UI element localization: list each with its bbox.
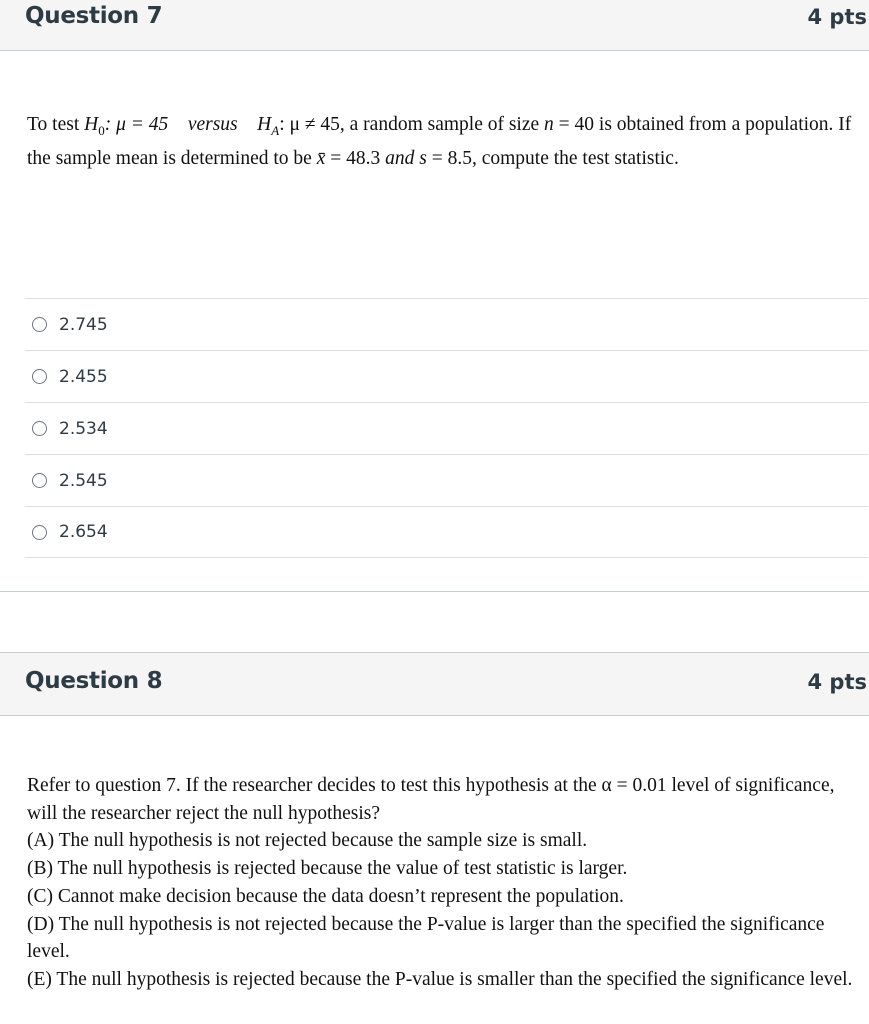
radio-button[interactable]: [32, 317, 47, 332]
radio-button[interactable]: [32, 473, 47, 488]
question-divider: [0, 591, 869, 592]
question-8-header: [0, 652, 869, 716]
answer-label: 2.545: [59, 470, 108, 491]
answer-label: 2.654: [59, 522, 108, 542]
option-b: (B) The null hypothesis is rejected because the value of test statistic is larger.: [27, 858, 628, 880]
question-7-points: 4 pts: [807, 5, 867, 29]
answer-option[interactable]: [25, 350, 868, 402]
answer-label: 2.745: [59, 314, 108, 335]
question-8-title: Question 8: [25, 668, 163, 694]
question-8-stem: Refer to question 7. If the researcher decides to test this hypothesis at the α = 0.01 level of significance, will the researcher reject the null hypothesis?: [27, 775, 835, 824]
option-a: (A) The null hypothesis is not rejected because the sample size is small.: [27, 830, 588, 852]
radio-button[interactable]: [32, 421, 47, 436]
radio-button[interactable]: [32, 525, 47, 540]
option-d: (D) The null hypothesis is not rejected because the P-value is larger than the specified the significance level.: [27, 913, 825, 963]
question-7-title: Question 7: [25, 3, 163, 29]
question-8-points: 4 pts: [807, 670, 867, 694]
option-e: (E) The null hypothesis is rejected because the P-value is smaller than the specified the significance level.: [27, 968, 853, 990]
answer-option[interactable]: [25, 402, 868, 454]
answer-option[interactable]: [25, 506, 868, 558]
answer-option[interactable]: [25, 454, 868, 506]
question-7-prompt: To test $H_0$: μ = 45 versus $H_A$: μ ≠ 45, a random sample of size n = 40 is obtained from a population. If the sample mean is determined to be x̄ = 48.3 and s = 8.5, compute the test statistic.: [27, 114, 852, 170]
question-7-answer-list: [25, 298, 868, 558]
radio-button[interactable]: [32, 369, 47, 384]
answer-label: 2.455: [59, 366, 108, 387]
question-8-prompt: [27, 772, 869, 994]
question-7-header: [0, 0, 869, 51]
option-c: (C) Cannot make decision because the data doesn’t represent the population.: [27, 885, 624, 907]
answer-option[interactable]: [25, 298, 868, 350]
answer-label: 2.534: [59, 418, 108, 439]
